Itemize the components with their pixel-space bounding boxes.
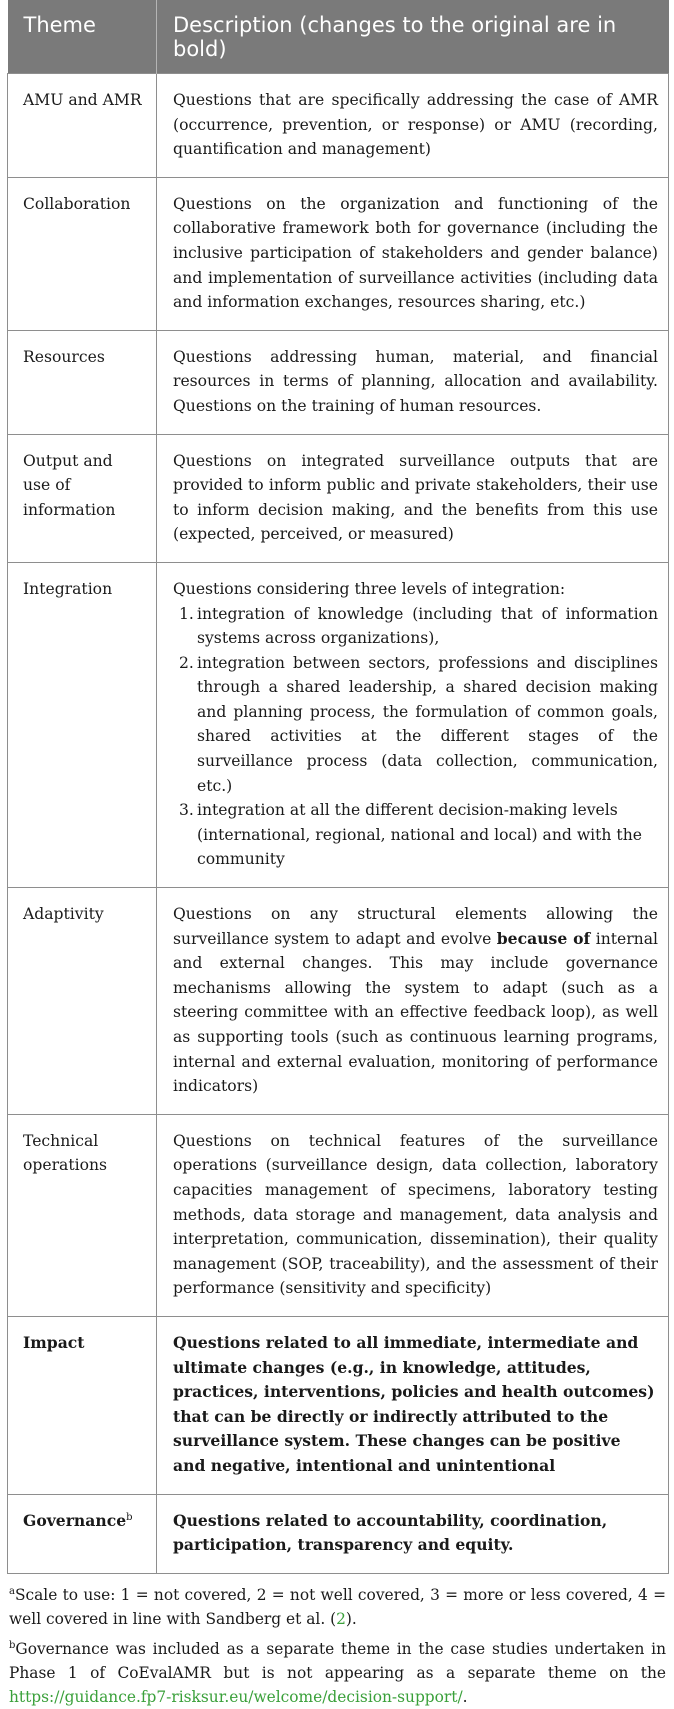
footnote-a (7, 1583, 668, 1631)
theme-cell: Technical operations (8, 1114, 157, 1316)
table-row (8, 1316, 669, 1494)
footnote-mark: b (126, 1511, 133, 1523)
integration-list (173, 602, 658, 873)
list-item (173, 602, 658, 651)
footnote-text: Scale to use: 1 = not covered, 2 = not well covered, 3 = more or less covered, 4 = well covered in line with Sandberg et al. ( (9, 1585, 666, 1628)
theme-cell: Impact (8, 1316, 157, 1494)
header-description: Description (changes to the original are in bold) (157, 0, 669, 74)
themes-table (7, 0, 669, 1574)
footnote-mark: a (9, 1585, 15, 1597)
theme-cell: Output and use of information (8, 434, 157, 562)
theme-cell: Adaptivity (8, 888, 157, 1115)
footnote-text: . (462, 1687, 468, 1706)
footnote-mark: b (9, 1639, 16, 1651)
guidance-link[interactable]: https://guidance.fp7-risksur.eu/welcome/decision-support/ (9, 1687, 463, 1706)
list-number: 3. (179, 801, 194, 820)
description-cell: Questions that are specifically addressing the case of AMR (occurrence, prevention, or response) or AMU (recording, quantification and management) (157, 74, 669, 178)
theme-text: Governance (23, 1510, 127, 1530)
integration-intro: Questions considering three levels of integration: (173, 579, 566, 598)
list-item (173, 651, 658, 799)
list-text: integration at all the different decision-making levels (international, regional, national and local) and with the community (197, 801, 642, 869)
table-row (8, 74, 669, 178)
description-cell (157, 562, 669, 887)
table-row (8, 330, 669, 434)
table-row (8, 1114, 669, 1316)
table-header-row (8, 0, 669, 74)
footnote-b (7, 1637, 668, 1709)
list-text: integration between sectors, professions and disciplines through a shared leadership, a shared decision making and planning process, the formulation of common goals, shared activities at the different stages of the surveillance process (data collection, communication, etc.) (197, 653, 658, 795)
list-number: 1. (179, 604, 194, 623)
desc-bold-change: because of (496, 928, 591, 948)
footnote-text: Governance was included as a separate theme in the case studies undertaken in Phase 1 of CoEvalAMR but is not appearing as a separate theme on the (9, 1639, 666, 1682)
description-cell: Questions addressing human, material, and financial resources in terms of planning, allocation and availability. Questions on the training of human resources. (157, 330, 669, 434)
description-cell: Questions related to accountability, coordination, participation, transparency and equity. (157, 1494, 669, 1573)
description-cell: Questions on the organization and functioning of the collaborative framework both for governance (including the inclusive participation of stakeholders and gender balance) and implementation of surveillance activities (including data and information exchanges, resources sharing, etc.) (157, 177, 669, 330)
description-cell (157, 888, 669, 1115)
header-theme: Theme (8, 0, 157, 74)
theme-cell: Collaboration (8, 177, 157, 330)
description-cell: Questions on integrated surveillance outputs that are provided to inform public and private stakeholders, their use to inform decision making, and the benefits from this use (expected, perceived, or measured) (157, 434, 669, 562)
table-row (8, 434, 669, 562)
footnote-text: ). (345, 1609, 357, 1628)
description-cell: Questions related to all immediate, intermediate and ultimate changes (e.g., in knowledge, attitudes, practices, interventions, policies and health outcomes) that can be directly or indirectly attributed to the surveillance system. These changes can be positive and negative, intentional and unintentional (157, 1316, 669, 1494)
table-row (8, 562, 669, 887)
desc-text: internal and external changes. This may include governance mechanisms allowing the system to adapt (such as a steering committee with an effective feedback loop), as well as supporting tools (such as continuous learning programs, internal and external evaluation, monitoring of performance indicators) (173, 929, 659, 1096)
theme-cell (8, 1494, 157, 1573)
citation-link[interactable]: 2 (336, 1609, 346, 1628)
list-number: 2. (179, 653, 194, 672)
page (7, 0, 668, 1709)
description-cell: Questions on technical features of the surveillance operations (surveillance design, data collection, laboratory capacities management of specimens, laboratory testing methods, data storage and management, data analysis and interpretation, communication, dissemination), their quality management (SOP, traceability), and the assessment of their performance (sensitivity and specificity) (157, 1114, 669, 1316)
table-row (8, 1494, 669, 1573)
list-text: integration of knowledge (including that of information systems across organizations), (197, 604, 658, 648)
theme-cell: AMU and AMR (8, 74, 157, 178)
list-item (173, 798, 658, 872)
theme-cell: Integration (8, 562, 157, 887)
desc-text: Questions on any structural elements allowing the surveillance system to adapt and evolve (173, 905, 658, 948)
theme-cell: Resources (8, 330, 157, 434)
table-row (8, 177, 669, 330)
table-row (8, 888, 669, 1115)
